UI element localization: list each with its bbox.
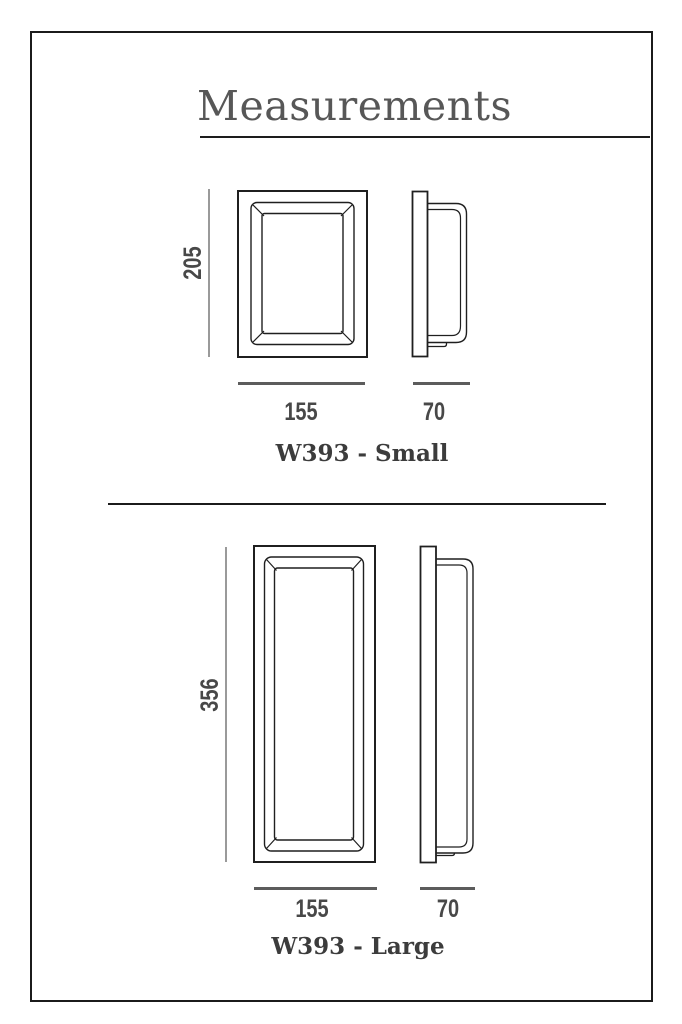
- small-side-view-drawing: [411, 190, 472, 358]
- large-height-dimension: 356: [196, 678, 224, 712]
- large-front-view-drawing: [253, 545, 376, 863]
- small-depth-dimension-line: [413, 382, 470, 385]
- small-front-view-drawing: [237, 190, 368, 358]
- large-depth-dimension: 70: [436, 895, 460, 923]
- large-width-dimension-line: [254, 887, 377, 890]
- page-title: Measurements: [197, 82, 513, 130]
- large-front-outer-rect: [254, 546, 375, 862]
- small-side-faceplate: [413, 192, 428, 357]
- small-depth-dimension: 70: [422, 398, 446, 426]
- small-front-miter-lines: [253, 205, 352, 342]
- small-product-label: W393 - Small: [275, 440, 449, 467]
- large-side-faceplate: [421, 547, 437, 863]
- large-front-bevel-outer: [265, 557, 364, 851]
- small-height-extension-line: [208, 189, 210, 357]
- small-width-dimension-line: [238, 382, 365, 385]
- large-product-label: W393 - Large: [271, 933, 445, 960]
- large-front-miter-lines: [267, 560, 362, 849]
- small-height-dimension: 205: [179, 246, 207, 280]
- small-front-outer-rect: [238, 191, 367, 357]
- small-width-dimension: 155: [284, 398, 318, 426]
- title-underline: [200, 136, 650, 138]
- small-front-bevel-outer: [251, 203, 354, 345]
- section-divider: [108, 503, 606, 505]
- large-front-bevel-inner: [275, 568, 354, 840]
- small-front-bevel-inner: [262, 214, 343, 334]
- large-height-extension-line: [225, 547, 227, 862]
- large-depth-dimension-line: [420, 887, 475, 890]
- large-side-view-drawing: [419, 545, 479, 864]
- large-width-dimension: 155: [295, 895, 329, 923]
